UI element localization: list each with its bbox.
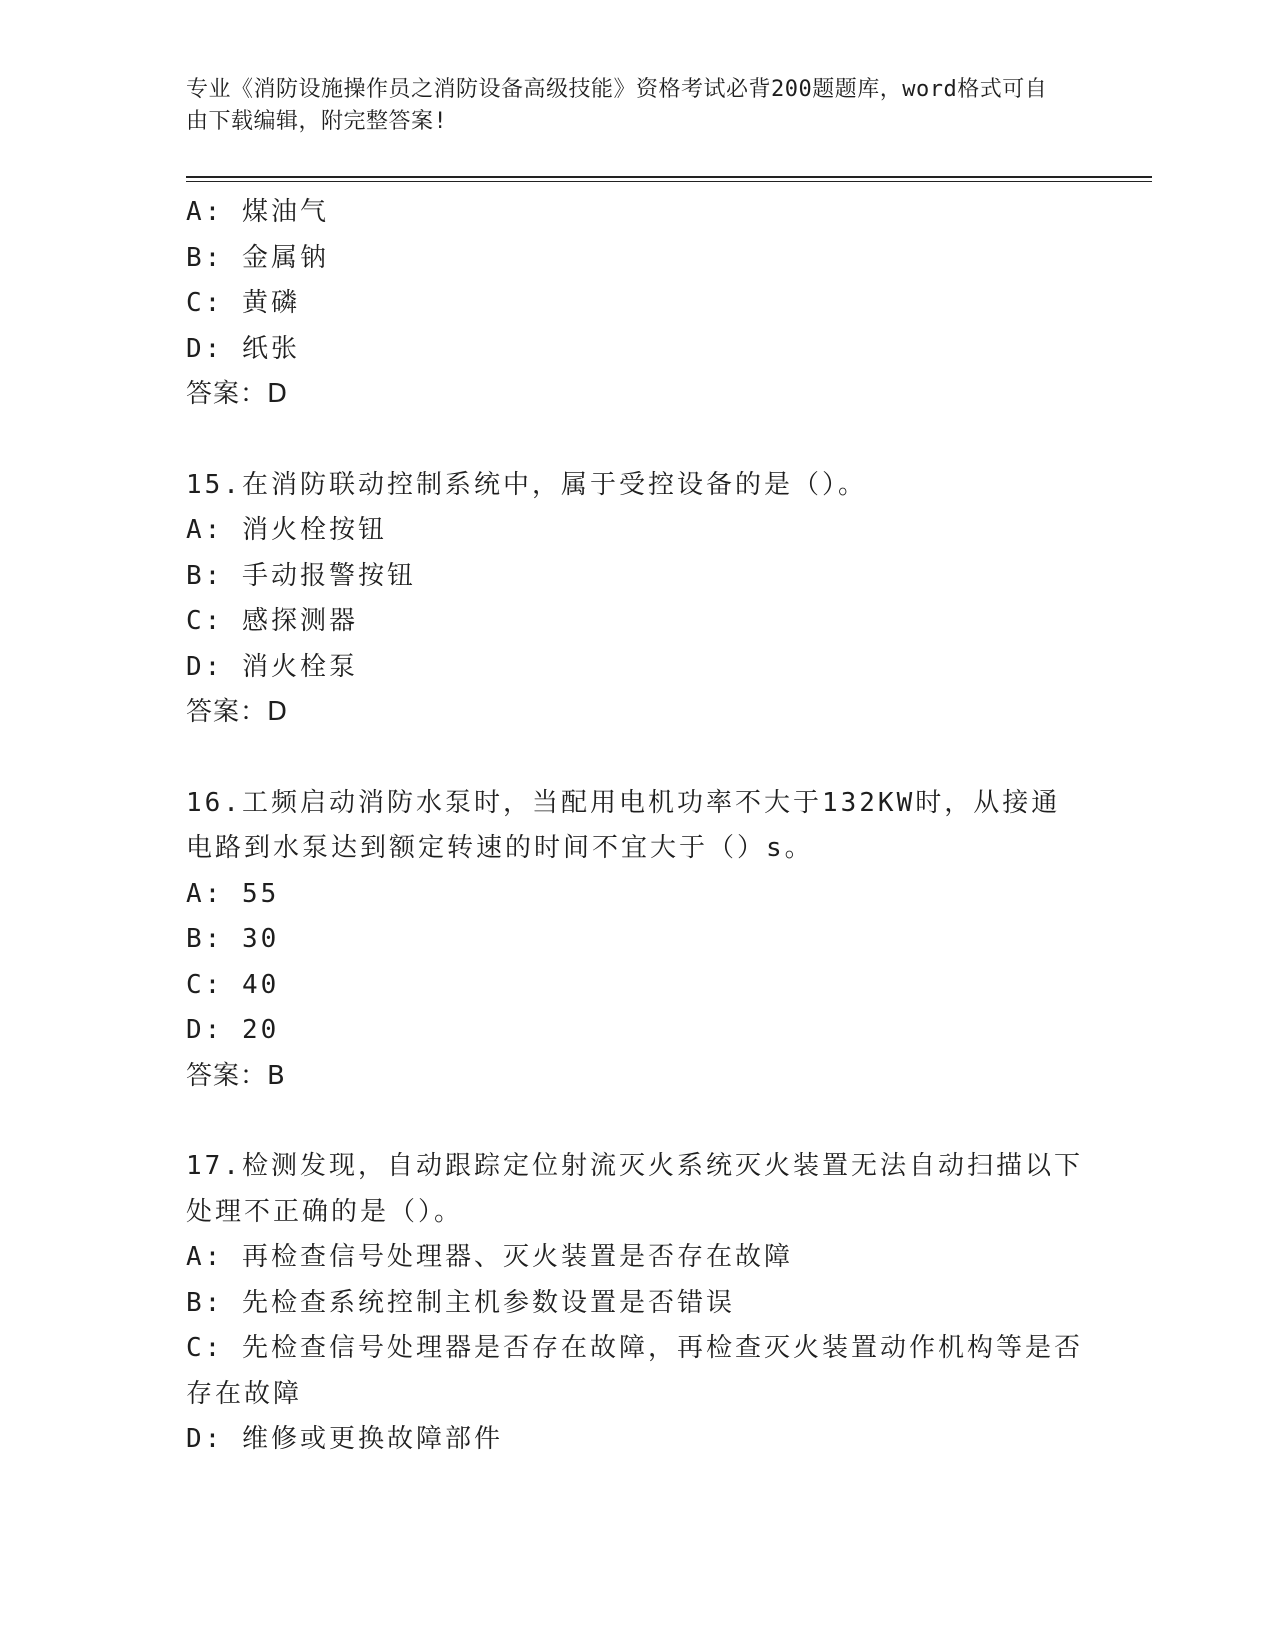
option-a: A: 煤油气 (186, 197, 329, 227)
spacer (186, 736, 1086, 781)
option-a: A: 再检查信号处理器、灭火装置是否存在故障 (186, 1242, 793, 1272)
option-c: C: 40 (186, 969, 280, 1000)
option-c: C: 感探测器 (186, 606, 358, 636)
option-d: D: 消火栓泵 (186, 651, 358, 682)
spacer (186, 418, 1086, 463)
option-d: D: 维修或更换故障部件 (186, 1424, 503, 1454)
question-16 (186, 781, 1086, 1100)
question-stem: 16.工频启动消防水泵时，当配用电机功率不大于132KW时，从接通电路到水泵达到额定转速的时间不宜大于（）s。 (186, 787, 1061, 863)
answer-line: 答案：D (186, 379, 289, 409)
question-15 (186, 463, 1086, 736)
option-b: B: 金属钠 (186, 242, 329, 273)
question-list (186, 190, 1086, 1463)
question-14-continued (186, 190, 1086, 418)
question-stem: 17.检测发现，自动跟踪定位射流灭火系统灭火装置无法自动扫描以下处理不正确的是（）。 (186, 1151, 1083, 1227)
question-stem: 15.在消防联动控制系统中，属于受控设备的是（）。 (186, 469, 867, 500)
option-c: C: 黄磷 (186, 288, 300, 318)
document-title: 专业《消防设施操作员之消防设备高级技能》资格考试必背200题题库，word格式可自由下载编辑，附完整答案! (186, 77, 1048, 134)
document-header (186, 74, 1066, 138)
option-b: B: 手动报警按钮 (186, 560, 416, 591)
option-a: A: 消火栓按钮 (186, 515, 387, 545)
option-d: D: 纸张 (186, 333, 300, 364)
option-d: D: 20 (186, 1015, 280, 1045)
spacer (186, 1099, 1086, 1144)
answer-line: 答案：B (186, 1060, 286, 1091)
option-b: B: 30 (186, 924, 280, 954)
option-b: B: 先检查系统控制主机参数设置是否错误 (186, 1287, 735, 1318)
option-c: C: 先检查信号处理器是否存在故障，再检查灭火装置动作机构等是否存在故障 (186, 1333, 1083, 1409)
answer-line: 答案：D (186, 697, 289, 727)
header-divider (186, 176, 1152, 182)
option-a: A: 55 (186, 878, 280, 909)
question-17 (186, 1144, 1086, 1463)
